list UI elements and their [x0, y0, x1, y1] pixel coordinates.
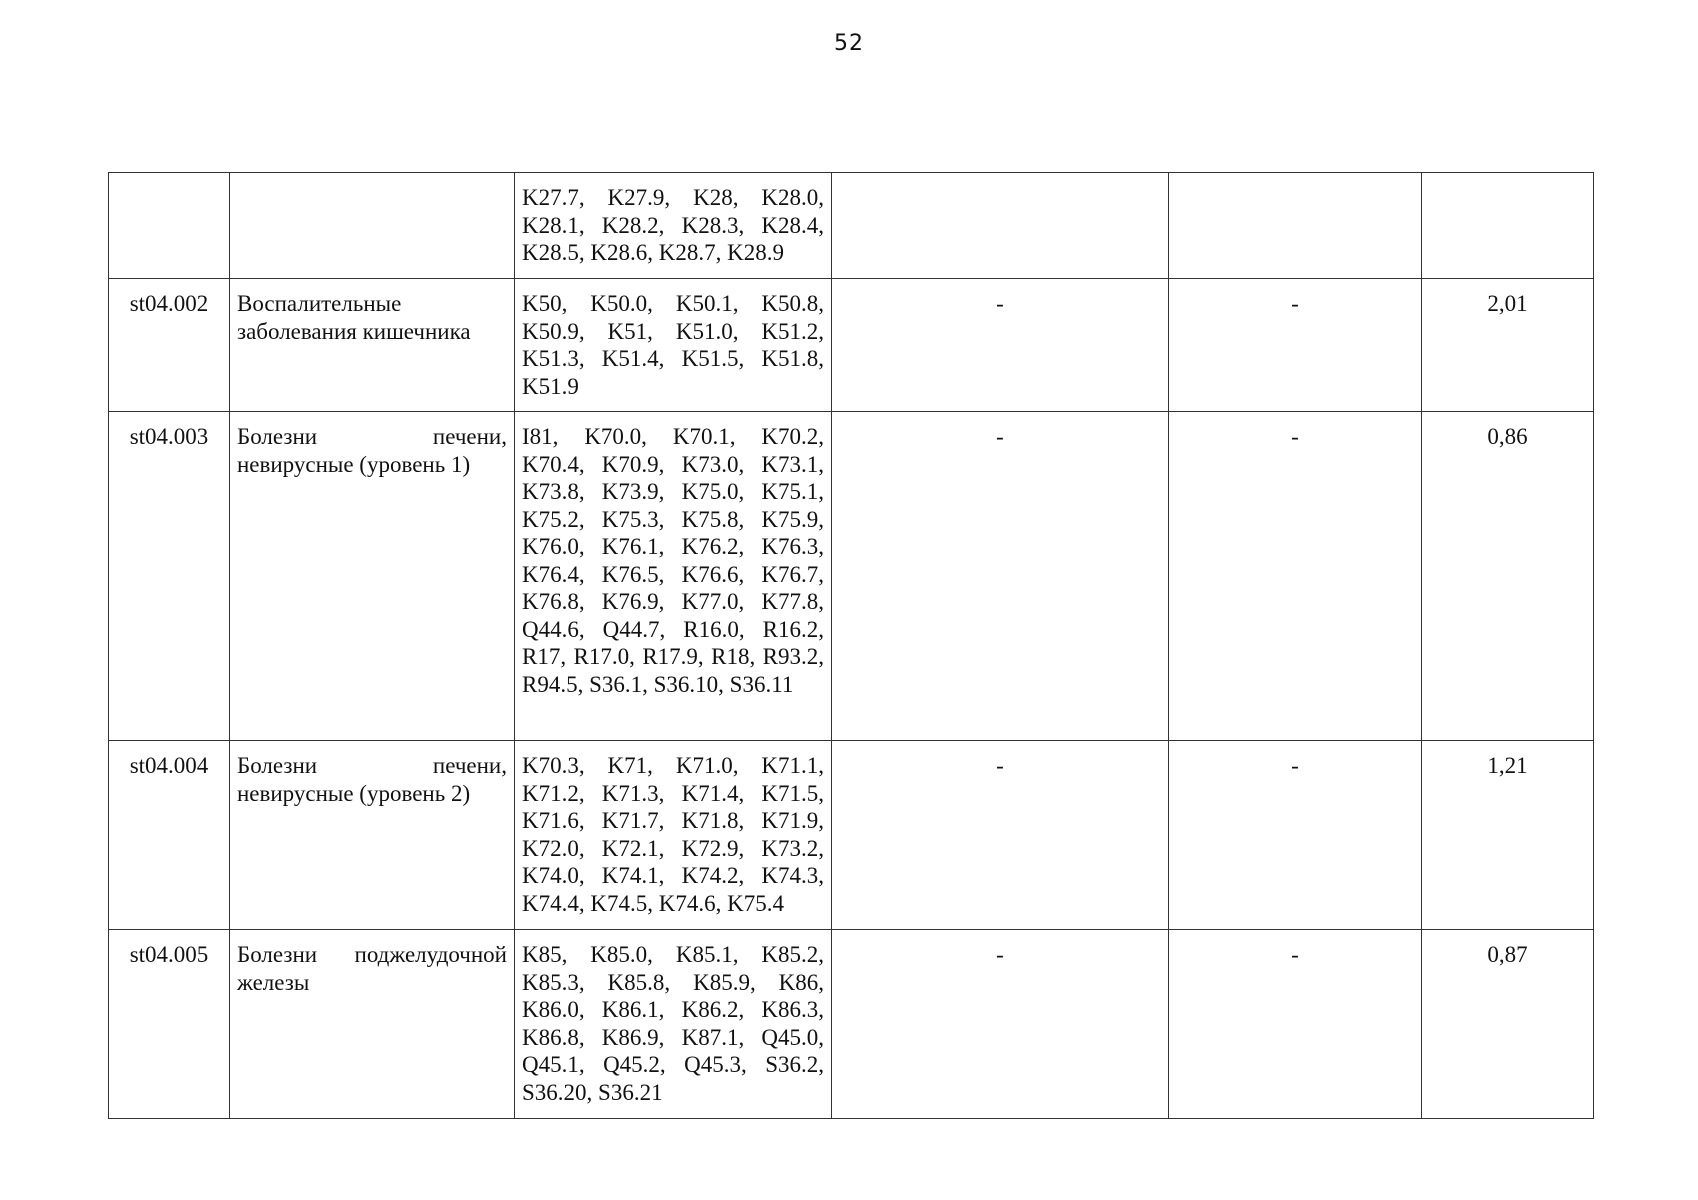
row-code: st04.002: [109, 279, 230, 412]
row-name: Болезни поджелудочной железы: [230, 930, 515, 1119]
row-icd-codes: K70.3, K71, K71.0, K71.1, K71.2, K71.3, K71.4, K71.5, K71.6, K71.7, K71.8, K71.9, K72.0, K72.1, K72.9, K73.2, K74.0, K74.1, K74.2, K74.3, K74.4, K74.5, K74.6, K75.4: [515, 741, 832, 930]
row-code: st04.003: [109, 412, 230, 741]
row-coefficient: [1422, 173, 1594, 279]
row-coefficient: 0,86: [1422, 412, 1594, 741]
row-name: Болезни печени, невирусные (уровень 2): [230, 741, 515, 930]
table-row: [109, 279, 1594, 412]
row-col4: -: [832, 930, 1169, 1119]
row-code: st04.004: [109, 741, 230, 930]
table-row: [109, 173, 1594, 279]
row-coefficient: 1,21: [1422, 741, 1594, 930]
row-col5: [1169, 173, 1422, 279]
row-icd-codes: K85, K85.0, K85.1, K85.2, K85.3, K85.8, K85.9, K86, K86.0, K86.1, K86.2, K86.3, K86.8, K86.9, K87.1, Q45.0, Q45.1, Q45.2, Q45.3, S36.2, S36.20, S36.21: [515, 930, 832, 1119]
row-col4: [832, 173, 1169, 279]
row-col5: -: [1169, 741, 1422, 930]
row-col4: -: [832, 279, 1169, 412]
table-row: [109, 741, 1594, 930]
row-code: st04.005: [109, 930, 230, 1119]
row-name: Болезни печени, невирусные (уровень 1): [230, 412, 515, 741]
tariff-table: [108, 172, 1594, 1119]
table-row: [109, 930, 1594, 1119]
row-col4: -: [832, 741, 1169, 930]
row-col4: -: [832, 412, 1169, 741]
row-col5: -: [1169, 412, 1422, 741]
row-icd-codes: K27.7, K27.9, K28, K28.0, K28.1, K28.2, K28.3, K28.4, K28.5, K28.6, K28.7, K28.9: [515, 173, 832, 279]
row-code: [109, 173, 230, 279]
row-col5: -: [1169, 930, 1422, 1119]
row-icd-codes: I81, K70.0, K70.1, K70.2, K70.4, K70.9, K73.0, K73.1, K73.8, K73.9, K75.0, K75.1, K75.2, K75.3, K75.8, K75.9, K76.0, K76.1, K76.2, K76.3, K76.4, K76.5, K76.6, K76.7, K76.8, K76.9, K77.0, K77.8, Q44.6, Q44.7, R16.0, R16.2, R17, R17.0, R17.9, R18, R93.2, R94.5, S36.1, S36.10, S36.11: [515, 412, 832, 741]
table-row: [109, 412, 1594, 741]
row-name: [230, 173, 515, 279]
page-number: 52: [834, 31, 864, 56]
row-coefficient: 2,01: [1422, 279, 1594, 412]
row-col5: -: [1169, 279, 1422, 412]
row-coefficient: 0,87: [1422, 930, 1594, 1119]
row-name: Воспалительные заболевания кишечника: [230, 279, 515, 412]
row-icd-codes: K50, K50.0, K50.1, K50.8, K50.9, K51, K51.0, K51.2, K51.3, K51.4, K51.5, K51.8, K51.9: [515, 279, 832, 412]
